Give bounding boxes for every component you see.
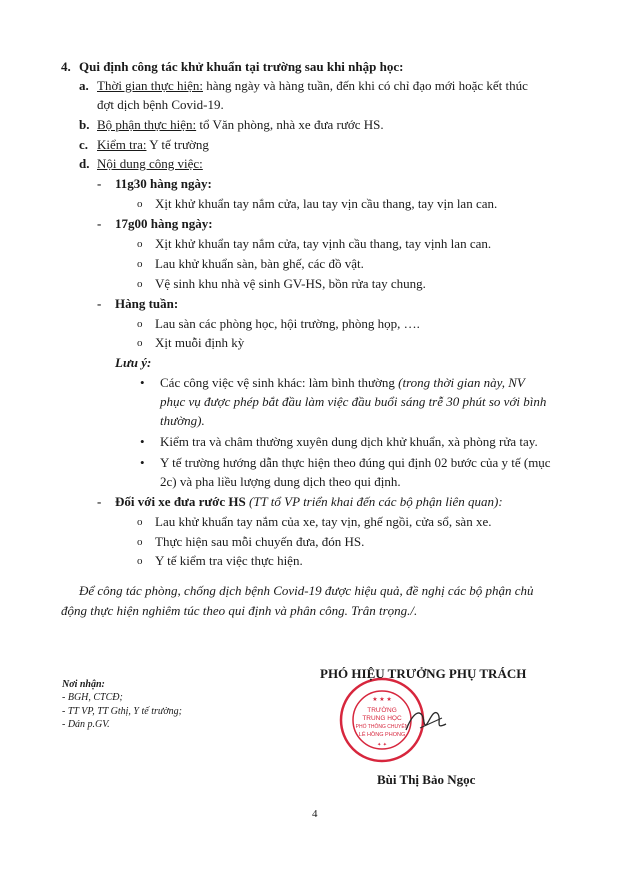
svg-text:PHỔ THÔNG CHUYÊN: PHỔ THÔNG CHUYÊN — [355, 724, 409, 730]
recipient-item: - BGH, CTCĐ; — [62, 692, 123, 703]
item-c-label: Kiểm tra: — [97, 137, 147, 152]
item-d-label: Nội dung công việc: — [97, 156, 203, 171]
daily-1700-task: Lau khử khuẩn sàn, bàn ghế, các đồ vật. — [155, 256, 364, 271]
signer-title: PHÓ HIỆU TRƯỞNG PHỤ TRÁCH — [320, 666, 527, 681]
dot-bullet-icon: • — [140, 455, 145, 470]
item-d-marker: d. — [79, 156, 90, 171]
circle-bullet-icon: o — [137, 555, 143, 567]
note-1-cont: phục vụ được phép bắt đầu làm việc đầu buổi sáng trễ 30 phút so với bình — [160, 394, 547, 409]
dash-marker: - — [97, 176, 102, 191]
closing-line-1: Để công tác phòng, chống dịch bệnh Covid-19 được hiệu quả, đề nghị các bộ phận chủ — [79, 583, 534, 598]
note-3-cont: 2c) và pha liều lượng dung dịch theo qui định. — [160, 474, 401, 489]
note-1-italic: (trong thời gian này, NV — [398, 375, 525, 390]
weekly-heading: Hàng tuần: — [115, 296, 179, 311]
item-b — [97, 117, 384, 133]
note-2: Kiểm tra và châm thường xuyên dung dịch khử khuẩn, xà phòng rửa tay. — [160, 434, 538, 449]
circle-bullet-icon: o — [137, 258, 143, 270]
svg-text:TRUNG HỌC: TRUNG HỌC — [362, 715, 402, 722]
dash-marker: - — [97, 216, 102, 231]
dash-marker: - — [97, 296, 102, 311]
item-b-label: Bộ phận thực hiện: — [97, 117, 197, 132]
circle-bullet-icon: o — [137, 318, 143, 330]
daily-1700-task: Vệ sinh khu nhà vệ sinh GV-HS, bồn rửa tay chung. — [155, 276, 426, 291]
page-number: 4 — [312, 808, 318, 820]
daily-1700-heading: 17g00 hàng ngày: — [115, 216, 213, 231]
svg-text:LÊ HỒNG PHONG: LÊ HỒNG PHONG — [358, 732, 406, 738]
circle-bullet-icon: o — [137, 536, 143, 548]
dot-bullet-icon: • — [140, 375, 145, 390]
bus-task: Lau khử khuẩn tay nắm của xe, tay vịn, ghế ngồi, cửa sổ, sàn xe. — [155, 514, 492, 529]
bus-task: Y tế kiểm tra việc thực hiện. — [155, 553, 303, 568]
circle-bullet-icon: o — [137, 337, 143, 349]
circle-bullet-icon: o — [137, 278, 143, 290]
note-3: Y tế trường hướng dẫn thực hiện theo đúng qui định 02 bước của y tế (mục — [160, 455, 551, 470]
item-c-text: Y tế trường — [146, 137, 209, 152]
section-number: 4. — [61, 59, 71, 74]
recipients-heading: Nơi nhận: — [62, 679, 105, 690]
bus-heading: Đối với xe đưa rước HS — [115, 494, 246, 509]
weekly-task: Xịt muỗi định kỳ — [155, 335, 245, 350]
item-a-marker: a. — [79, 78, 89, 93]
item-b-text: tổ Văn phòng, nhà xe đưa rước HS. — [196, 117, 384, 132]
recipient-item: - TT VP, TT Gthị, Y tế trường; — [62, 706, 182, 717]
signature-scribble — [402, 700, 450, 740]
section-title: Qui định công tác khử khuẩn tại trường sau khi nhập học: — [79, 59, 404, 74]
item-a-text: hàng ngày và hàng tuần, đến khi có chỉ đạo mới hoặc kết thúc — [202, 78, 528, 93]
note-1-text: Các công việc vệ sinh khác: làm bình thường — [160, 375, 399, 390]
weekly-task: Lau sàn các phòng học, hội trường, phòng họp, …. — [155, 316, 420, 331]
item-b-marker: b. — [79, 117, 90, 132]
item-a-label: Thời gian thực hiện: — [97, 78, 203, 93]
closing-line-2: động thực hiện nghiêm túc theo qui định và phân công. Trân trọng./. — [61, 603, 418, 618]
bus-heading-line — [115, 494, 503, 510]
item-a — [97, 78, 528, 94]
signer-name: Bùi Thị Bảo Ngọc — [377, 772, 476, 787]
daily-1130-heading: 11g30 hàng ngày: — [115, 176, 212, 191]
note-1 — [160, 375, 525, 391]
item-c-marker: c. — [79, 137, 89, 152]
circle-bullet-icon: o — [137, 198, 143, 210]
daily-1130-task: Xịt khử khuẩn tay nắm cửa, lau tay vịn cầu thang, tay vịn lan can. — [155, 196, 498, 211]
item-c — [97, 137, 209, 153]
bus-heading-note: (TT tổ VP triển khai đến các bộ phận liên quan): — [245, 494, 503, 509]
bus-task: Thực hiện sau mỗi chuyến đưa, đón HS. — [155, 534, 365, 549]
svg-text:TRƯỜNG: TRƯỜNG — [367, 707, 397, 714]
recipient-item: - Dán p.GV. — [62, 719, 110, 730]
svg-text:★ ★ ★: ★ ★ ★ — [372, 697, 392, 703]
notes-heading: Lưu ý: — [115, 355, 152, 370]
daily-1700-task: Xịt khử khuẩn tay nắm cửa, tay vịnh cầu thang, tay vịnh lan can. — [155, 236, 492, 251]
circle-bullet-icon: o — [137, 238, 143, 250]
circle-bullet-icon: o — [137, 516, 143, 528]
dash-marker: - — [97, 494, 102, 509]
note-1-cont: thường). — [160, 413, 205, 428]
svg-text:✦ ✦: ✦ ✦ — [377, 742, 387, 748]
dot-bullet-icon: • — [140, 434, 145, 449]
item-a-text-cont: đợt dịch bệnh Covid-19. — [97, 97, 224, 112]
